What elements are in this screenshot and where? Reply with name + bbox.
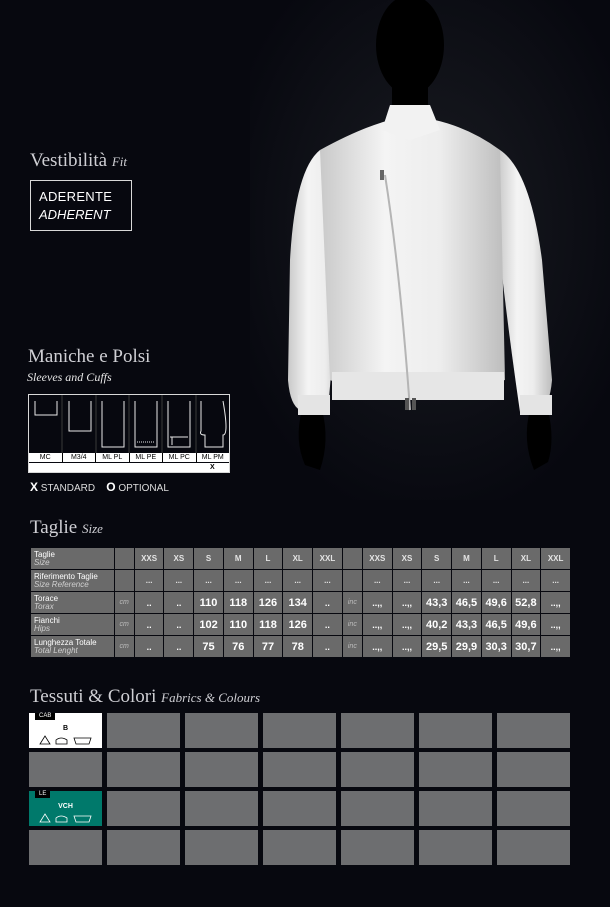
size-cell: ..,, (362, 592, 392, 614)
size-cell (114, 570, 134, 592)
legend-x-symbol: X (30, 480, 39, 494)
size-cell: XL (511, 548, 541, 570)
size-cell: ... (511, 570, 541, 592)
size-cell: 46,5 (481, 614, 511, 636)
size-cell: ... (313, 570, 343, 592)
size-cell: 126 (283, 614, 313, 636)
size-row-label (31, 570, 115, 592)
fabrics-title (30, 686, 260, 708)
size-cell: ..,, (541, 614, 571, 636)
fabric-swatch (29, 791, 102, 826)
fabrics-title-en: Fabrics & Colours (161, 690, 261, 705)
sleeve-type: M3/4 (63, 453, 97, 462)
fit-box (30, 180, 132, 231)
size-cell: XXL (313, 548, 343, 570)
fabric-swatch-empty (497, 752, 570, 787)
size-cell: 46,5 (452, 592, 482, 614)
size-cell: 43,3 (452, 614, 482, 636)
size-cell: 102 (194, 614, 224, 636)
sizes-title (30, 517, 103, 539)
fit-title (30, 150, 127, 172)
fabric-swatch-empty (419, 713, 492, 748)
size-cell: .. (313, 614, 343, 636)
size-cell: ... (541, 570, 571, 592)
size-cell: XXS (134, 548, 164, 570)
sleeve-type: ML PM (201, 454, 224, 461)
fabric-swatch-empty (107, 713, 180, 748)
sleeve-mark (96, 463, 129, 472)
sleeve-type: ML PE (130, 453, 164, 462)
legend-o-symbol: O (106, 480, 116, 494)
size-row-label-it: Lunghezza Totale (34, 637, 97, 647)
size-cell: ... (422, 570, 452, 592)
size-cell: ..,, (392, 636, 422, 658)
fabric-swatch-empty (29, 830, 102, 865)
size-cell: L (253, 548, 283, 570)
fabric-swatch-empty (185, 791, 258, 826)
sleeve-shapes-icon (29, 395, 229, 453)
size-row-label-en: Size (34, 557, 50, 567)
sleeve-mark (29, 463, 62, 472)
size-cell: 118 (223, 592, 253, 614)
size-cell: cm (114, 592, 134, 614)
size-cell: 52,8 (511, 592, 541, 614)
size-cell: 29,5 (422, 636, 452, 658)
fabric-swatch-empty (341, 752, 414, 787)
sleeve-mark: X (209, 464, 215, 471)
size-cell: ..,, (392, 592, 422, 614)
size-cell: 75 (194, 636, 224, 658)
fabric-swatch-grid (29, 713, 570, 865)
size-table-row (31, 636, 571, 658)
fabric-swatch-empty (341, 830, 414, 865)
size-cell: ... (362, 570, 392, 592)
size-row-label-en: Torax (34, 601, 54, 611)
size-cell: ..,, (541, 592, 571, 614)
size-cell: L (481, 548, 511, 570)
size-cell: .. (164, 636, 194, 658)
fabric-code: VCH (58, 803, 73, 810)
size-cell: 110 (223, 614, 253, 636)
size-cell: 40,2 (422, 614, 452, 636)
size-cell: 30,7 (511, 636, 541, 658)
size-cell: 43,3 (422, 592, 452, 614)
size-table-row (31, 570, 571, 592)
size-cell: ..,, (541, 636, 571, 658)
size-cell: .. (313, 592, 343, 614)
size-cell: 29,9 (452, 636, 482, 658)
size-row-label-it: Torace (34, 593, 59, 603)
size-row-label (31, 592, 115, 614)
size-cell: ... (481, 570, 511, 592)
size-cell: cm (114, 636, 134, 658)
size-cell: ... (223, 570, 253, 592)
fit-value-en: ADHERENT (39, 207, 111, 222)
fabric-swatch-empty (263, 752, 336, 787)
fabric-swatch-empty (341, 791, 414, 826)
size-cell: ..,, (362, 614, 392, 636)
size-cell: ..,, (362, 636, 392, 658)
size-cell: XL (283, 548, 313, 570)
fabric-swatch-empty (185, 830, 258, 865)
size-row-label-it: Fianchi (34, 615, 60, 625)
size-cell: M (452, 548, 482, 570)
size-cell: XS (164, 548, 194, 570)
fabric-tag: CAB (35, 713, 55, 720)
sleeves-title: Maniche e Polsi (28, 346, 151, 367)
size-row-label-it: Taglie (34, 549, 55, 559)
size-row-label-it: Riferimento Taglie (34, 571, 98, 581)
fit-title-en: Fit (111, 154, 127, 169)
size-cell: ... (164, 570, 194, 592)
size-table-row (31, 614, 571, 636)
sleeve-type: ML PC (163, 453, 197, 462)
sleeve-mark (162, 463, 195, 472)
fabric-swatch-empty (185, 713, 258, 748)
fabric-swatch-empty (107, 752, 180, 787)
size-cell: 49,6 (481, 592, 511, 614)
size-cell (114, 548, 134, 570)
sleeve-type-marks (29, 463, 229, 472)
sleeves-legend (30, 480, 169, 494)
sleeve-type: ML PL (96, 453, 130, 462)
size-cell: 77 (253, 636, 283, 658)
sleeve-type: MC (29, 453, 63, 462)
size-cell: 78 (283, 636, 313, 658)
fit-title-it: Vestibilità (30, 150, 108, 171)
fabric-swatch (29, 713, 102, 748)
size-cell: ... (283, 570, 313, 592)
fabrics-title-it: Tessuti & Colori (30, 686, 157, 707)
size-table (30, 547, 571, 658)
size-row-label (31, 636, 115, 658)
size-cell: .. (134, 636, 164, 658)
size-cell: ... (134, 570, 164, 592)
size-row-label-en: Hips (34, 623, 51, 633)
size-cell: ... (194, 570, 224, 592)
sleeves-subtitle: Sleeves and Cuffs (27, 370, 112, 384)
size-cell: .. (313, 636, 343, 658)
size-cell: XXS (362, 548, 392, 570)
fabric-swatch-empty (497, 791, 570, 826)
fit-value-it: ADERENTE (39, 189, 113, 204)
size-cell: .. (134, 614, 164, 636)
size-cell (342, 570, 362, 592)
sleeves-diagram (28, 394, 230, 473)
size-cell: inc (342, 636, 362, 658)
fabric-swatch-empty (185, 752, 258, 787)
size-cell: XXL (541, 548, 571, 570)
size-cell: inc (342, 592, 362, 614)
size-cell: 49,6 (511, 614, 541, 636)
size-cell: cm (114, 614, 134, 636)
fabric-swatch-empty (107, 791, 180, 826)
size-cell: .. (134, 592, 164, 614)
size-cell: 126 (253, 592, 283, 614)
fabric-swatch-empty (29, 752, 102, 787)
fabric-tag: LE (35, 791, 50, 798)
size-cell: ... (253, 570, 283, 592)
size-cell: 30,3 (481, 636, 511, 658)
size-cell: 118 (253, 614, 283, 636)
size-cell: .. (164, 592, 194, 614)
size-cell: M (223, 548, 253, 570)
size-cell: S (194, 548, 224, 570)
size-cell: ... (392, 570, 422, 592)
fabric-swatch-empty (263, 791, 336, 826)
sizes-title-it: Taglie (30, 517, 78, 538)
size-cell (342, 548, 362, 570)
legend-optional: OPTIONAL (118, 483, 169, 494)
fabric-swatch-empty (419, 791, 492, 826)
sleeve-type-labels (29, 453, 229, 462)
sleeve-mark (62, 463, 95, 472)
size-row-label-en: Size Reference (34, 579, 89, 589)
size-cell: S (422, 548, 452, 570)
size-row-label-en: Total Lenght (34, 645, 78, 655)
sleeve-mark (129, 463, 162, 472)
jacket-photo (250, 0, 610, 500)
legend-standard: STANDARD (40, 483, 96, 494)
care-symbols-icon (39, 813, 94, 823)
fabric-swatch-empty (419, 830, 492, 865)
size-row-label (31, 548, 115, 570)
care-symbols-icon (39, 735, 94, 745)
size-cell: XS (392, 548, 422, 570)
size-row-label (31, 614, 115, 636)
size-table-row (31, 592, 571, 614)
fabric-swatch-empty (497, 713, 570, 748)
fabric-swatch-empty (341, 713, 414, 748)
fabric-swatch-empty (497, 830, 570, 865)
sizes-title-en: Size (81, 521, 103, 536)
fabric-swatch-empty (107, 830, 180, 865)
size-cell: .. (164, 614, 194, 636)
fabric-code: B (62, 725, 69, 732)
size-cell: ... (452, 570, 482, 592)
fabric-swatch-empty (263, 830, 336, 865)
size-cell: 134 (283, 592, 313, 614)
size-table-row (31, 548, 571, 570)
size-cell: 110 (194, 592, 224, 614)
fabric-swatch-empty (419, 752, 492, 787)
size-cell: ..,, (392, 614, 422, 636)
fabric-swatch-empty (263, 713, 336, 748)
size-cell: 76 (223, 636, 253, 658)
size-cell: inc (342, 614, 362, 636)
